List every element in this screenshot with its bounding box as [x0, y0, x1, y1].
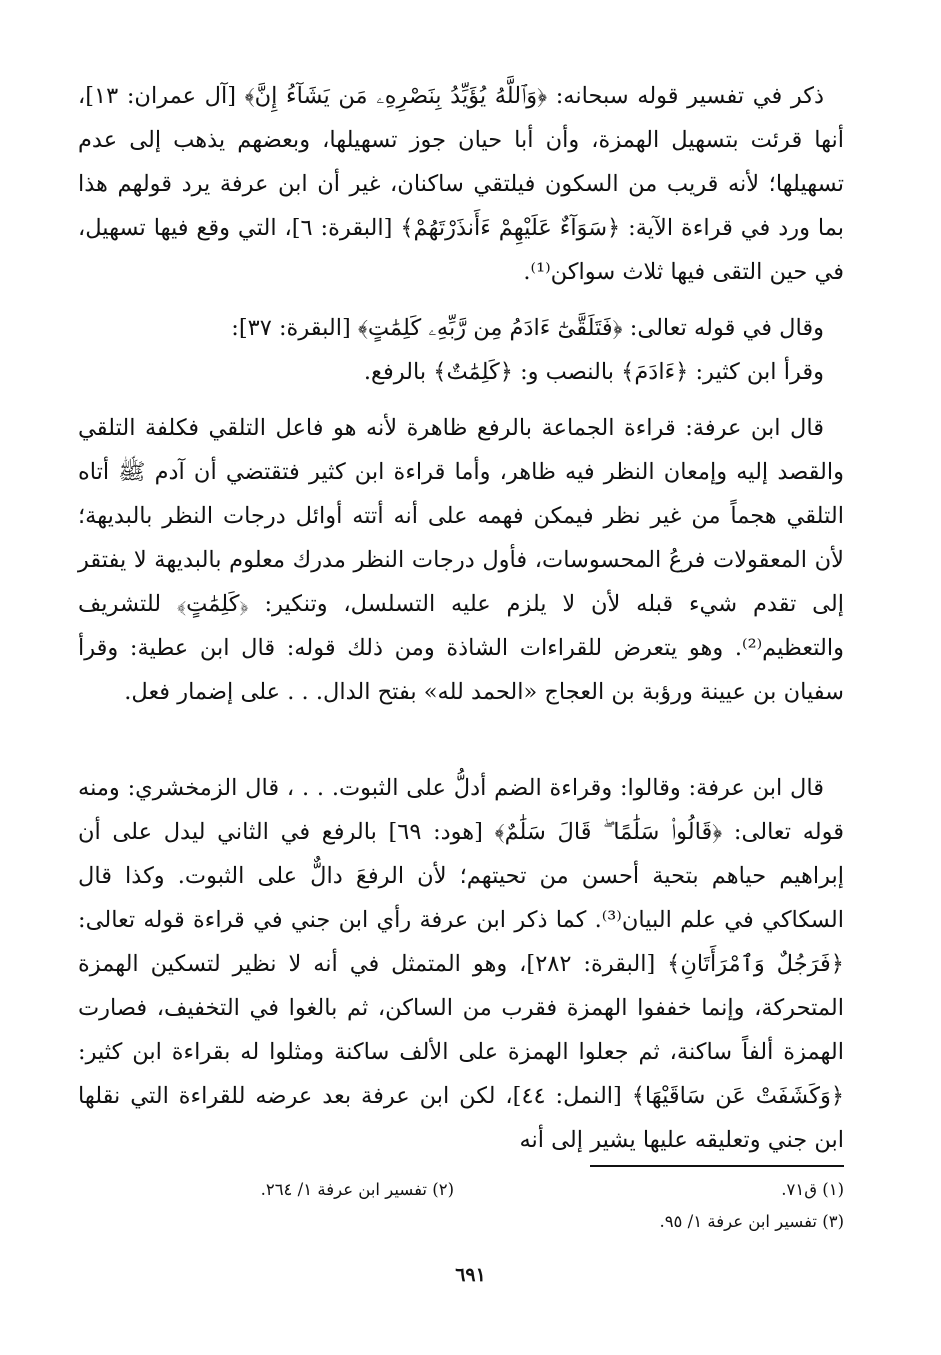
page-number: ٦٩١	[455, 1264, 486, 1286]
footnote-1: (١) ق٧١.	[781, 1180, 844, 1199]
footnote-3: (٣) تفسير ابن عرفة ١/ ٩٥.	[659, 1212, 844, 1231]
paragraph-ibn-kathir-reading: وقرأ ابن كثير: ﴿ءَادَمَ﴾ بالنصب و: ﴿كَلِمَٰتٌ﴾ بالرفع.	[363, 359, 824, 385]
main-text-bottom	[78, 766, 844, 1162]
paragraph-verse-talaqqa: وقال في قوله تعالى: ﴿فَتَلَقَّىٰٓ ءَادَمُ مِن رَّبِّهِۦ كَلِمَٰتٍ﴾ [البقرة: ٣٧]:	[231, 315, 824, 341]
footnote-2: (٢) تفسير ابن عرفة ١/ ٢٦٤.	[260, 1180, 454, 1199]
paragraph-ibn-arafa-commentary: قال ابن عرفة: قراءة الجماعة بالرفع ظاهرة لأنه هو فاعل التلقي فكلفة التلقي والقصد إليه وإمعان النظر فيه ظاهر، وأما قراءة ابن كثير فتقتضي أن آدم ﷺ أتاه التلقي هجماً من غير نظر فيمكن فهمه على أنه أتته أوائل درجات النظر بالبديهة؛ لأن المعقولات فرعُ المحسوسات، فأول درجات النظر مدرك معلوم بالبديهة لا يفتقر إلى تقدم شيء قبله لأن لا يلزم عليه التسلسل، وتنكير: ﴿كَلِمَٰتٍ﴾ للتشريف والتعظيم⁽²⁾. وهو يتعرض للقراءات الشاذة ومن ذلك قوله: قال ابن عطية: وقرأ سفيان بن عيينة ورؤبة بن العجاج «الحمد لله» بفتح الدال. . . على إضمار فعل.	[78, 415, 844, 705]
footnote-separator	[590, 1165, 844, 1167]
main-text-top	[78, 74, 844, 714]
paragraph-hamza-tasheel: ذكر في تفسير قوله سبحانه: ﴿وَٱللَّهُ يُؤَيِّدُ بِنَصْرِهِۦ مَن يَشَآءُ إِنَّ﴾ [آل عمران: ١٣]، أنها قرئت بتسهيل الهمزة، وأن أبا حيان جوز تسهيلها، وبعضهم يذهب إلى عدم تسهيلها؛ لأنه قريب من السكون فيلتقي ساكنان، غير أن ابن عرفة يرد قولهم هذا بما ورد في قراءة الآية: ﴿سَوَآءٌ عَلَيْهِمْ ءَأَنذَرْتَهُمْ﴾ [البقرة: ٦]، التي وقع فيها تسهيل، في حين التقى فيها ثلاث سواكن⁽¹⁾.	[78, 83, 844, 285]
footnotes-row-2	[78, 1208, 844, 1236]
footnotes-row-1	[78, 1176, 844, 1204]
paragraph-damm-reading: قال ابن عرفة: وقالوا: وقراءة الضم أدلُّ على الثبوت. . . ، قال الزمخشري: ومنه قوله تعالى: ﴿قَالُوا۟ سَلَٰمًا ۖ قَالَ سَلَٰمٌ﴾ [هود: ٦٩] بالرفع في الثاني ليدل على أن إبراهيم حياهم بتحية أحسن من تحيتهم؛ لأن الرفعَ دالٌّ على الثبوت. وكذا قال السكاكي في علم البيان⁽³⁾. كما ذكر ابن عرفة رأي ابن جني في قراءة قوله تعالى: ﴿فَرَجُلٌ وَٱمْرَأَتَانِ﴾ [البقرة: ٢٨٢]، وهو المتمثل في أنه لا نظير لتسكين الهمزة المتحركة، وإنما خففوا الهمزة فقرب من الساكن، ثم بالغوا في التخفيف، فصارت الهمزة ألفاً ساكنة، ثم جعلوا الهمزة على الألف ساكنة ومثلوا له بقراءة ابن كثير: ﴿وَكَشَفَتْ عَن سَاقَيْهَا﴾ [النمل: ٤٤]، لكن ابن عرفة بعد عرضه للقراءة التي نقلها ابن جني وتعليقه عليها يشير إلى أنه	[78, 775, 845, 1153]
